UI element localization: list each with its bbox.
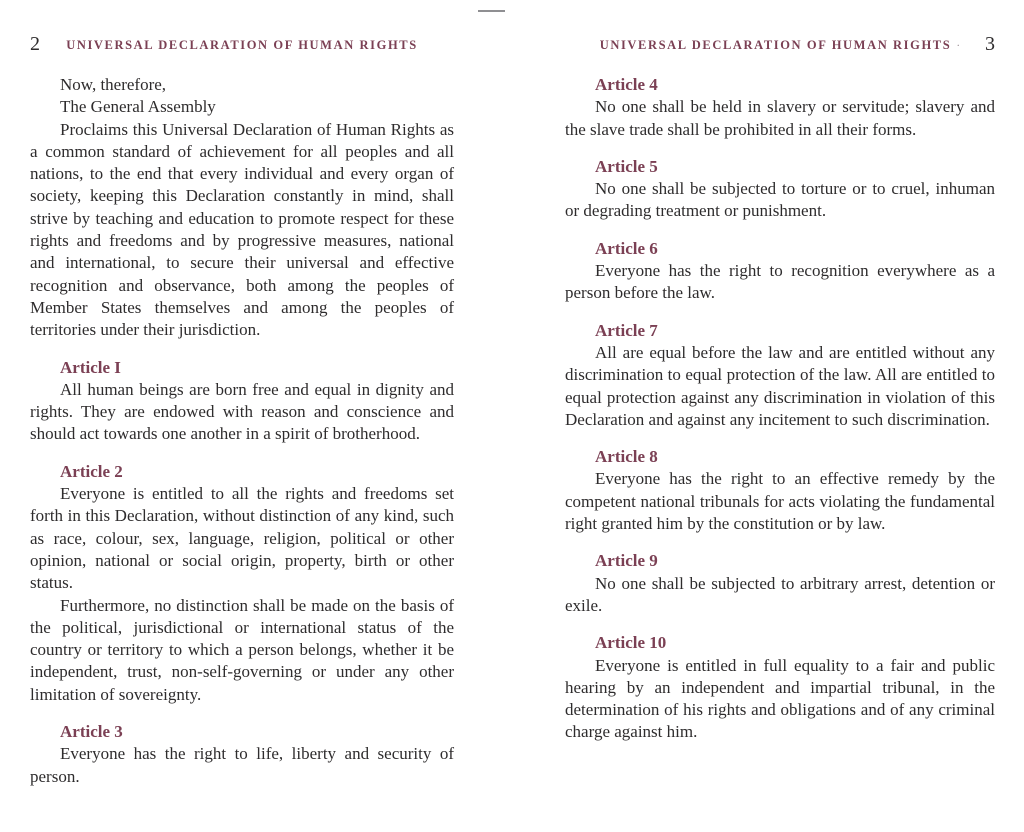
article-heading: Article I <box>60 357 121 377</box>
paragraph: All human beings are born free and equal in dignity and rights. They are endowed with reason and conscience and should act towards one another in a spirit of brotherhood. <box>30 379 454 444</box>
header-mark-dot: · <box>956 38 961 52</box>
article-heading: Article 10 <box>595 633 667 653</box>
page-number-right: 3 <box>985 33 995 55</box>
article-heading: Article 4 <box>595 75 658 94</box>
paragraph: Everyone has the right to life, liberty and security of person. <box>30 744 454 786</box>
article-heading: Article 9 <box>595 551 658 571</box>
article-heading: Article 7 <box>595 320 658 340</box>
paragraph: The General Assembly <box>60 97 216 117</box>
paragraph: Everyone has the right to an effective remedy by the competent national tribunals for acts violating the fundamental right granted him by the constitution or by law. <box>565 469 995 534</box>
article-heading: Article 6 <box>595 238 658 258</box>
article-heading: Article 3 <box>60 722 123 742</box>
paragraph: Now, therefore, <box>60 75 167 94</box>
page-content-right <box>565 74 995 744</box>
paragraph: Everyone is entitled to all the rights and freedoms set forth in this Declaration, without distinction of any kind, such as race, colour, sex, language, religion, political or other opinion, national or social origin, property, birth or other status. <box>30 484 454 593</box>
top-center-dash <box>478 10 505 12</box>
running-header-left <box>30 33 454 58</box>
page-left <box>30 33 454 788</box>
article-heading: Article 8 <box>595 447 658 467</box>
running-title-left: UNIVERSAL DECLARATION OF HUMAN RIGHTS <box>66 38 418 52</box>
paragraph: Everyone has the right to recognition everywhere as a person before the law. <box>565 261 995 303</box>
paragraph: No one shall be held in slavery or servitude; slavery and the slave trade shall be prohibited in all their forms. <box>565 97 995 139</box>
paragraph: Everyone is entitled in full equality to a fair and public hearing by an independent and impartial tribunal, in the determination of his rights and obligations and of any criminal charge against him. <box>565 655 995 742</box>
running-header-right <box>565 33 995 58</box>
paragraph: Proclaims this Universal Declaration of Human Rights as a common standard of achievement for all peoples and all nations, to the end that every individual and every organ of society, keeping this Declaration constantly in mind, shall strive by teaching and education to promote respect for these rights and freedoms and by progressive measures, national and international, to secure their universal and effective recognition and observance, both among the peoples of Member States themselves and among the peoples of territories under their jurisdiction. <box>30 119 454 340</box>
paragraph: No one shall be subjected to arbitrary arrest, detention or exile. <box>565 573 995 615</box>
article-heading: Article 2 <box>60 461 123 481</box>
paragraph: Furthermore, no distinction shall be made on the basis of the political, jurisdictional or international status of the country or territory to which a person belongs, whether it be independent, trust, non-self-governing or under any other limitation of sovereignty. <box>30 595 454 704</box>
page-number-left: 2 <box>30 33 40 55</box>
article-heading: Article 5 <box>595 156 658 176</box>
page-right <box>565 33 995 744</box>
paragraph: No one shall be subjected to torture or to cruel, inhuman or degrading treatment or punishment. <box>565 179 995 221</box>
running-title-right: UNIVERSAL DECLARATION OF HUMAN RIGHTS <box>599 38 952 52</box>
paragraph: All are equal before the law and are entitled without any discrimination to equal protection of the law. All are entitled to equal protection against any discrimination in violation of this Declaration and against any incitement to such discrimination. <box>565 342 995 429</box>
page-content-left <box>30 74 454 788</box>
